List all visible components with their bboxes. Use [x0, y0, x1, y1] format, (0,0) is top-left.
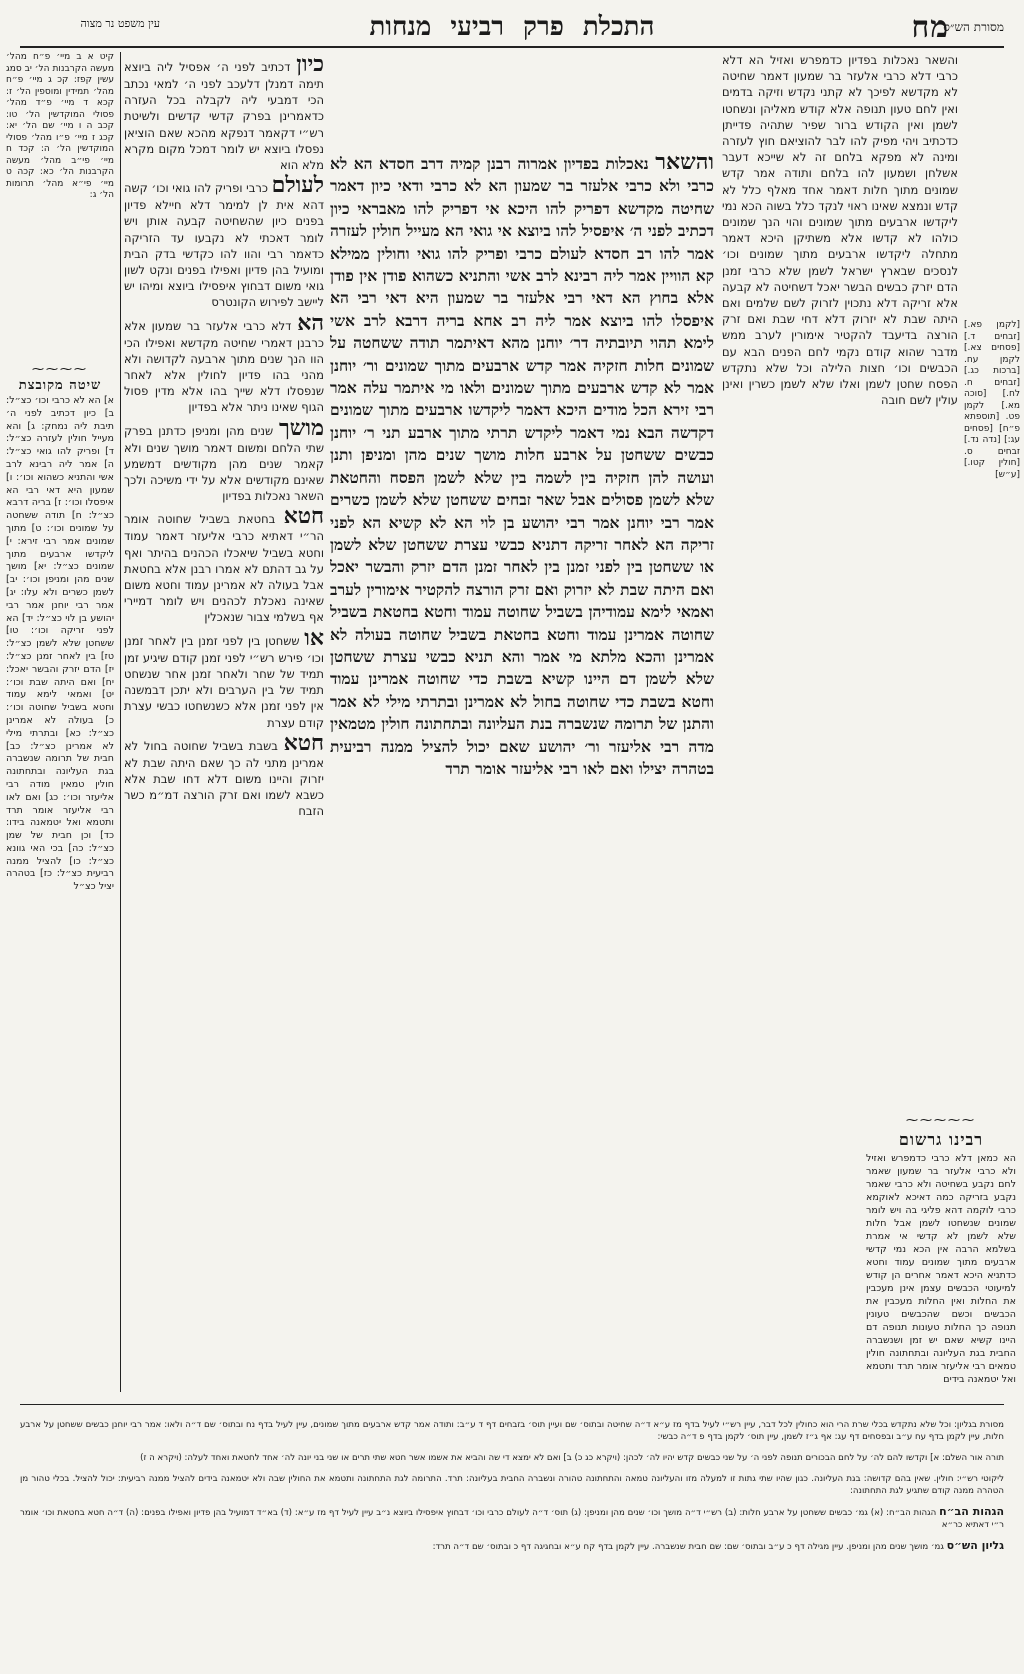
page-title: התכלת פרק רביעי מנחות — [369, 12, 655, 42]
hagahot-habach-title: הגהות הב״ח — [939, 1504, 1004, 1518]
tosafot-text: בחטאת בשביל שחוטה אומר הר״י דאתיא כרבי אליעזר דאמר עמוד וחטא בשביל שיאכלו הכהנים בהיתר ואף על גב דהתם לא אמרו רבנן אלא בחטאת אבל בעולה לא אמרינן עמוד וחטא משום שאינה נאכלת לכהנים ויש לומר דמיירי אף בשלמי צבור שנאכלין — [124, 512, 324, 625]
masoret-label: מסורת הש״ס — [943, 20, 1004, 34]
footnote-line: ליקוטי רש״י: חולין. שאין בהם קדושה: בגת העליונה. כגון שהיו שתי גתות זו למעלה מזו והעליונה טמאה והתחתונה טהורה ונשברה החבית בעליונה: תרד. התרומה לגת התחתונה ותטמא את החולין שבה ולא יטמאנה בידים להציל ממנה רביעית: יכול להציל. בכלי טהור מן הטהרה ממנה קודם שתגיע לגת התחתונה: — [20, 1473, 1004, 1496]
masoret-text: [לקמן פא.] [זבחים ד.] [פסחים צא.] לקמן עח. [ברכות כג.] [זבחים ח. לח.] [סוכה מא.] לקמן פט. [תוספתא פ״ח] [פסחים עג:] [נדה נד.] זבחים ס. [חולין קטו.] [ע״ש] — [964, 320, 1020, 480]
rabbeinu-gershom-text: הא כמאן דלא כרבי כדמפרש ואזיל ולא כרבי אלעזר בר שמעון שאמר לחם נקבע בשחיטה ולא כרבי שאמר נקבע בזריקה כמה דאיכא לאוקמא כרבי לוקמה דהא פליגי בה ויש לומר שמונים שנשחטו לשמן אבל חלות שלא לשמן לא קדשי אי אמרת בשלמא הרבה אין הכא נמי קדשי ארבעים מתוך שמונים עמוד וחטא כדתניא היכא דאמר אחרים הן קודש למיעוטי הכבשים עצמן אינן מעכבין את החלות ואין החלות מעכבין את הכבשים וכשם שהכבשים טעונין תנופה כך החלות טעונות תנופה דם היינו קשיא שאם יש זמן ושנשברה החבית בגת העליונה ובתחתונה חולין טמאים רבי אליעזר אומר תרד ותטמא ואל יטמאנה בידים — [866, 1153, 1016, 1386]
footnote-line: תורה אור השלם: א] וקדשו להם לה׳ על לחם הבכורים תנופה לפני ה׳ על שני כבשים קדש יהיו לה׳ לכהן: (ויקרא כג כ) ב] ואם לא ימצא די שה והביא את אשמו אשר חטא שתי תרים או שני בני יונה לה׳ אחד לחטאת ואחד לעלה: (ויקרא ה ז) — [140, 1452, 1004, 1463]
tosafot-dibbur: מושך — [278, 414, 324, 441]
gilyon-hashas-title: גליון הש״ס — [946, 1539, 1004, 1553]
tosafot-entry — [124, 731, 324, 820]
ein-mishpat-label: עין משפט נר מצוה — [80, 17, 160, 30]
rabbeinu-gershom-column — [866, 1110, 1016, 1418]
tosafot-text: דלא כרבי אלעזר בר שמעון אלא כרבנן דאמרי שחיטה מקדשא ואפילו הכי הוו הנך שנים מתוך ארבעה לקדושה ולא מהני בהו פדיון לחולין אלא לאחר שנפסלו דלא שייך בהו אלא מדין פסול הגוף שאינו ניתר אלא בפדיון — [124, 318, 324, 415]
folio-number: מח — [911, 10, 949, 45]
tosafot-entry — [124, 311, 324, 416]
hagahot-habach-text: הגהות הב״ח: (א) גמ׳ כבשים ששחטן על ארבע חלות: (ב) רש״י ד״ה מושך וכו׳ שנים מהן ומניפן: (ג) תוס׳ ד״ה לעולם כרבי וכו׳ דבחוץ איפסילו ביוצא נ״ב עיין לעיל דף מז ע״א: (ד) בא״ד דמועיל בהן פדיון ואפילו בפנים: (ה) ד״ה חטא בחטאת וכו׳ אומר ר״י דאתיא כר״א — [20, 1507, 1004, 1531]
tosafot-text: דכתיב לפני ה׳ אפסיל ליה ביוצא תימה דמנלן דלעכב לפני ה׳ למאי נכתב הכי דמבעי ליה לקבלה בכל העזרה כדאמרינן בפרק קדשי קדשים ולשיטת רש״י דקאמר דנפקא מהכא שאם הוציאן נפסלו ביוצא יש לומר דמכל מקום מקרא מלא הוא — [124, 60, 324, 173]
ornament-divider: ⁓⁓⁓⁓⁓ — [906, 1113, 976, 1127]
page-header — [20, 10, 1004, 44]
gemara-column — [330, 150, 714, 1214]
ornament-divider: ⁓⁓⁓⁓ — [32, 362, 88, 376]
tosafot-dibbur: חטא — [283, 503, 324, 530]
tosafot-dibbur: לעולם — [271, 172, 324, 199]
tosafot-entry — [124, 416, 324, 505]
rashi-column — [722, 52, 958, 1184]
footnote-line: מסורת בגליון: וכל שלא נתקדש בכלי שרת הרי הוא כחולין לכל דבר, עיין רש״י לעיל בדף מז ע״א ד״ה שחיטה ובתוס׳ שם ועיין תוס׳ בזבחים דף ד ע״ב: ותודה אמר קדש ארבעים מתוך שמונים, עיין לעיל בדף נח ובתוס׳ שם ד״ה ולאו: אמר רבי יוחנן כבשים ששחטן על ארבע חלות, עיין לקמן בדף עח ע״ב ובפסחים דף עג: אף ג״ז לשמן, עיין תוס׳ לקמן בדף פ ד״ה כבשי: — [20, 1419, 1004, 1442]
shita-mekubetzet-title: שיטה מקובצת — [18, 377, 102, 393]
tosafot-entry — [124, 626, 324, 731]
tosafot-text: בשבת בשביל שחוטה בחול לא אמרינן מתני לה כך שאם היתה שבת לא יזרוק והיינו משום דלא דחו שבת אלא כשבא לשמו ואם זרק הורצה דמ״מ כשר הזבח — [124, 738, 324, 819]
tosafot-dibbur: או — [304, 624, 324, 651]
tosafot-entry — [124, 173, 324, 310]
tosafot-entry — [124, 52, 324, 173]
masoret-hashas — [964, 320, 1020, 1100]
gemara-text — [330, 150, 714, 780]
gilyon-hashas-text: גמ׳ מושך שנים מהן ומניפן. עיין מגילה דף כ ע״ב ובתוס׳ שם: שם חבית שנשברה. עיין לקמן בדף קח ע״א ובחגיגה דף כ ובתוס׳ שם ד״ה תרד: — [432, 1542, 944, 1553]
tosafot-dibbur: הא — [297, 309, 324, 336]
rabbeinu-gershom-title: רבינו גרשום — [898, 1130, 984, 1150]
shita-mekubetzet-text: א] הא לא כרבי וכו׳ כצ״ל: ב] כיון דכתיב לפני ה׳ תיבת ליה נמחק: ג] והא מעייל חולין לעזרה כצ״ל: ד] ופריק להו גואי כצ״ל: ה] אמר ליה רבינא לרב אשי והתניא כשהוא וכו׳: ו] שמעון היא דאי רבי הא איפסלו וכו׳: ז] בריה דרבא כצ״ל: ח] תודה ששחטה על שמונים וכו׳: ט] מתוך שמונים אמר רבי זירא: י] ליקדשו ארבעים מתוך שמונים כצ״ל: יא] מושך שנים מהן ומניפן וכו׳: יב] לשמן כשרים ולא עלו: יג] אמר רבי יוחנן אמר רבי יהושע בן לוי כצ״ל: יד] הא לפני זריקה וכו׳: טו] ששחטן שלא לשמן כצ״ל: טז] בין לאחר זמנן כצ״ל: יז] הדם יזרק והבשר יאכל: יח] ואם היתה שבת וכו׳: יט] ואמאי לימא עמוד וחטא בשביל שחוטה וכו׳: כ] בעולה לא אמרינן כצ״ל: כא] ובתרתי מילי לא אמרינן כצ״ל: כב] חבית של תרומה שנשברה בגת העליונה ובתחתונה חולין טמאין מודה רבי אליעזר וכו׳: כג] ואם לאו רבי אליעזר אומר תרד ותטמא ואל יטמאנה בידו: כד] וכן חבית של שמן כצ״ל: כה] בכי האי גוונא כצ״ל: כו] להציל ממנה רביעית כצ״ל: כז] בטהרה יציל כצ״ל — [6, 395, 114, 893]
rashi-text: והשאר נאכלות בפדיון כדמפרש ואזיל הא דלא כרבי דלא כרבי אלעזר בר שמעון דאמר שחיטה לא מקדשא לפיכך לא קתני נקדש וזיקה בדמים ואין לחם טעון תנופה אלא קודש מאליהן ונשחטו לשמן ואין הקודש ברור שפיר שתהיה פדייתן כדכתיב ויהי מפיק להו לבר להוציאם חוץ לעזרה ומינה לא מפקא בלחם זה לא שייכא דעבר אשלחן ושמעון להו בלחם ותודה אמר קדש שמונים מתוך חלות דאמר אחד מאלף כלל לא קדש ונמצא שאינו ראוי לנקד כלל בשוה הכא נמי ליקדשו ארבעים מתוך שמונים והוי הנך שמונים כולהו לא קדשו אלא משתיקן היכא דאמר מתחלה ליקדשו ארבעים מתוך שמונים וכו׳ לנסכים שבארץ ישראל לשמן שלא כרבי זמנן הדם יזרק כבשים הבשר יאכל דשחיטה לא קבעה אלא זריקה דלא נתכוין לזרוק לשם שלמים ואם היתה שבת לא יזרוק דלא דחי שבת ואם זרק הורצה בדיעבד להקטיר אימורין לערב ממש מדבר שהוא קודם נקמי לחם הפנים הבא עם הכבשים וכו׳ חצות הלילה וכל שלא נתקדש הפסח שחטן לשמן ואלו שלא לשמן כשרין ואינן עולין לשם חובה — [722, 53, 958, 408]
header-rule — [20, 46, 1004, 48]
tosafot-text: שנים מהן ומניפן כדתנן בפרק שתי הלחם ומשום דאמר מושך שנים ולא קאמר שנים מהן מקודשים דמשמע שאינם מקודשים אלא על ידי משיכה ולכך השאר נאכלות בפדיון — [124, 423, 324, 504]
footnotes-rule — [20, 1404, 1004, 1405]
shita-mekubetzet-column — [6, 362, 114, 1392]
ein-mishpat-column — [6, 52, 114, 352]
tosafot-entry — [124, 504, 324, 625]
gemara-opening-word: והשאר — [655, 150, 714, 175]
footnote-line — [20, 1540, 1004, 1553]
footnotes-area — [20, 1410, 1004, 1648]
ein-mishpat-text: קיט א ב מיי׳ פ״ח מהל׳ מעשה הקרבנות הל׳ יב סמג עשין קפז: קכ ג מיי׳ פ״ח מהל׳ תמידין ומוספין הל׳ ז: קכא ד מיי׳ פ״ד מהל׳ פסולי המוקדשין הל׳ טו: קכב ה ו מיי׳ שם הל׳ יא: קכג ז מיי׳ פ״ו מהל׳ פסולי המוקדשין הל׳ ה: קכד ח מיי׳ פי״ב מהל׳ מעשה הקרבנות הל׳ כא: קכה ט מיי׳ פי״א מהל׳ תרומות הל׳ ג: — [6, 52, 114, 200]
tosafot-column — [124, 52, 324, 1388]
tosafot-text: ששחטן בין לפני זמנן בין לאחר זמנן וכו׳ פירש רש״י לפני זמנן קודם שיגיע זמן תמיד של שחר ולאחר זמנן אחר שנשחט תמיד של בין הערבים ולא יתכן דבמשנה אין לפני זמנן אלא כשנשחטו כבשי עצרת קודם עצרת — [124, 633, 324, 730]
tosafot-text: כרבי ופריק להו גואי וכו׳ קשה דהא אית לן למימר דלא חיילא פדיון בפנים כיון שהשחיטה קבעה אותן ויש לומר דאכתי לא נקבעו עד הזריקה כדאמר רבי והוו להו כקדשי בדק הבית ומועיל בהן פדיון ואפילו בפנים ונקט לשון גואי משום דבחוץ איפסילו ביוצא ומיהו יש ליישב לפירוש הקונטרס — [124, 181, 324, 310]
tosafot-dibbur: כיון — [296, 52, 324, 77]
gemara-body: נאכלות בפדיון אמרוה רבנן קמיה דרב חסדא הא לא כרבי ולא כרבי אלעזר בר שמעון הא לא כרבי ודאי כיון דאמר שחיטה מקדשא דפריק להו היכא אי דפריק להו מאבראי כיון דכתיב לפני ה׳ איפסיל להו ביוצא אי גואי הא מעייל חולין לעזרה אמר להו רב חסדא לעולם כרבי ופריק להו גואי וחולין ממילא קא הוויין אמר ליה רבינא לרב אשי והתניא כשהוא פודן אין פודן אלא בחוץ הא דאי רבי אלעזר בר שמעון היא דאי רבי הא איפסלו להו ביוצא אמר ליה רב אחא בריה דרבא לרב אשי לימא תהוי תיובתיה דר׳ יוחנן מהא דאיתמר תודה ששחטה על שמונים חלות חזקיה אמר קדש ארבעים מתוך שמונים ור׳ יוחנן אמר לא קדש ארבעים מתוך שמונים ולאו מי איתמר עלה אמר רבי זירא הכל מודים היכא דאמר ליקדשו ארבעים מתוך שמונים דקדשה הבא נמי דאמר ליקדש תרתי מתוך ארבע תני ר׳ יוחנן כבשים ששחטן על ארבע חלות מושך שנים מהן ומניפן ותנן ועושה להן חזקיה בין לשמה בין שלא לשמן הפסח והחטאת שלא לשמן פסולים אבל שאר זבחים ששחטן שלא לשמן כשרים אמר רבי יוחנן אמר רבי יהושע בן לוי הא לא קשיא הא לפני זריקה הא לאחר זריקה דתניא כבשי עצרת ששחטן שלא לשמן או ששחטן בין לפני זמנן בין לאחר זמנן הדם יזרק והבשר יאכל ואם היתה שבת לא יזרוק ואם זרק הורצה להקטיר אימורין לערב ואמאי לימא עמודיהן בשביל שחוטה עמוד וחטא בחטאת בשביל שחוטה אמרינן עמוד וחטא בחטאת בשביל שחוטה בעולה לא אמרינן והכא מלתא מי אמר והא תניא כבשי עצרת ששחטן שלא לשמן דם היינו קשיא בשבת כדי שחוטה אמרינן עמוד וחטא בשבת כדי שחוטה בחול לא אמרינן ובתרתי מילי לא אמר והתנן של תרומה שנשברה בנת העליונה ובתחתונה חולין מטמאין מדה רבי אליעזר ור׳ יהושע שאם יכול להציל ממנה רביעית בטהרה יצילו ואם לאו רבי אליעזר אומר תרד — [330, 154, 714, 778]
tosafot-dibbur: חטא — [283, 729, 324, 756]
footnote-line — [20, 1506, 1004, 1532]
column-divider — [120, 52, 121, 1392]
